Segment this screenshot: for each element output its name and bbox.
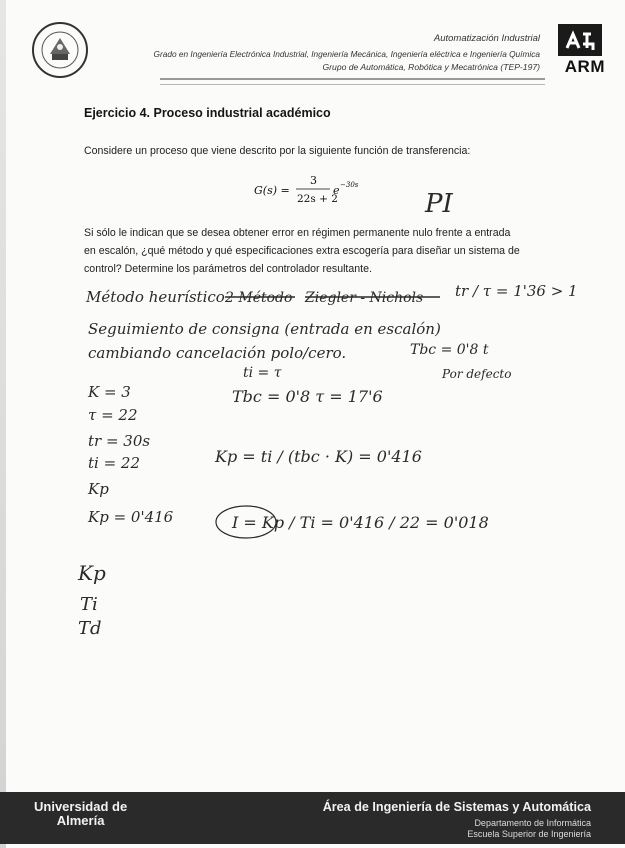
hw-ti: ti = 22 [88,454,141,472]
header-group: Grupo de Automática, Robótica y Mecatrónica (TEP-197) [322,62,540,72]
formula-exp-base: e [333,184,340,197]
hw-tr: tr = 30s [88,432,151,450]
formula-numerator: 3 [310,174,317,187]
hw-setpoint: Seguimiento de consigna (entrada en escalón) [88,320,441,338]
header-degrees: Grado en Ingeniería Electrónica Industrial, Ingeniería Mecánica, Ingeniería eléctrica e Ingeniería Química [153,49,540,59]
hw-kp-value: Kp = 0'416 [88,508,174,526]
hw-list-kp: Kp [78,561,106,585]
hw-kp-formula: Kp = ti / (tbc · K) = 0'416 [215,447,422,466]
footer-area: Área de Ingeniería de Sistemas y Automática [322,800,591,814]
hw-method-struck-1: 2 Método [225,290,293,306]
exercise-title: Ejercicio 4. Proceso industrial académico [84,106,331,120]
footer-university-line: Almería [56,813,105,828]
formula-denominator: 22s + 2 [297,193,338,205]
header-course: Automatización Industrial [433,33,540,44]
hw-pi: PI [425,189,453,219]
formula-lhs: G(s) = [254,184,290,197]
exercise-intro: Considere un proceso que viene descrito por la siguiente función de transferencia: [84,145,471,157]
footer-university-line: Universidad de [34,799,128,814]
hw-kp-label: Kp [88,480,109,498]
hw-method-struck-2: Ziegler - Nichols [305,290,424,306]
hw-method: Método heurístico [86,288,225,306]
footer-university [34,800,127,828]
hw-tbc-calc: Tbc = 0'8 τ = 17'6 [232,387,383,406]
hw-tbc-default: Tbc = 0'8 t [410,342,489,358]
hw-i-formula: I = Kp / Ti = 0'416 / 22 = 0'018 [232,513,489,532]
hw-k: K = 3 [88,383,131,401]
question-line: en escalón, ¿qué método y qué especificaciones extra escogería para diseñar un sistema de [84,245,520,257]
hw-list-td: Td [78,618,102,639]
hw-pole-zero: cambiando cancelación polo/cero. [88,344,347,362]
question-line: control? Determine los parámetros del controlador resultante. [84,263,372,275]
question-line: Si sólo le indican que se desea obtener error en régimen permanente nulo frente a entrada [84,227,511,239]
hw-por-defecto: Por defecto [442,367,512,381]
hw-tau: τ = 22 [88,406,138,424]
arm-logo-text: ARM [564,57,605,76]
hw-tr-ratio: tr / τ = 1'36 > 1 [455,282,578,300]
footer-school: Escuela Superior de Ingeniería [467,829,591,839]
footer-banner [0,792,625,844]
hw-list-ti: Ti [80,594,98,615]
footer-department: Departamento de Informática [474,818,591,828]
hw-ti-eq-tau: ti = τ [243,365,282,381]
formula-exp-power: −30s [340,181,359,189]
